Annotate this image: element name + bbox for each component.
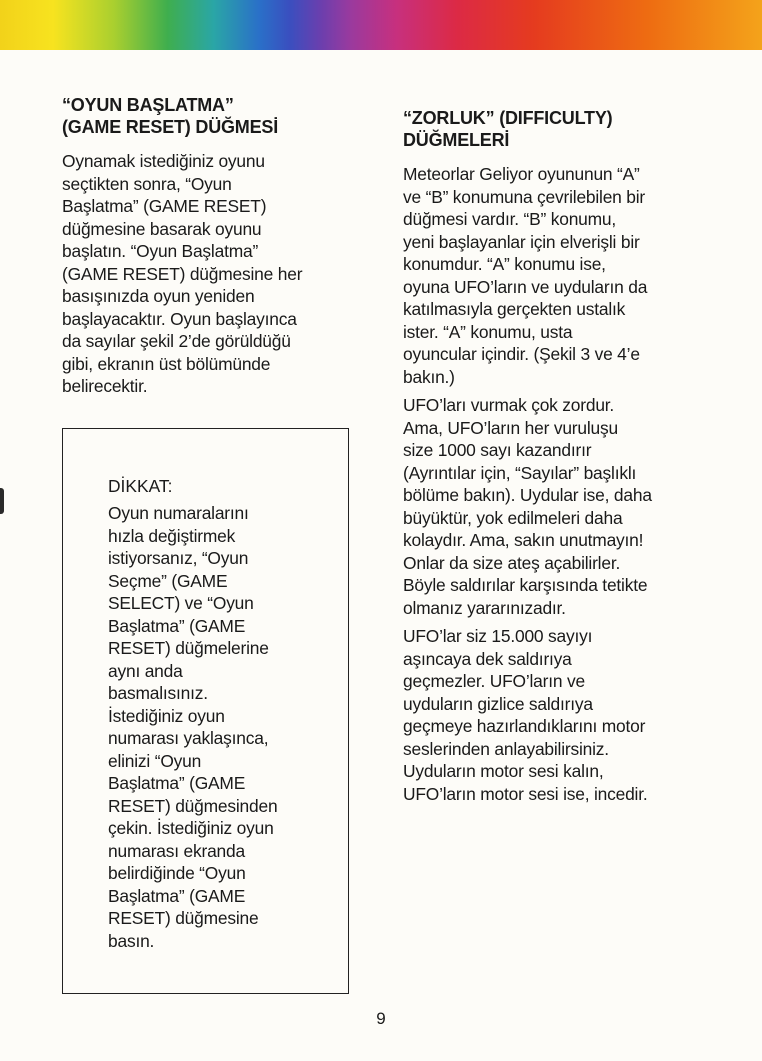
rainbow-header-band [0, 0, 762, 50]
warning-box [62, 428, 349, 994]
game-reset-paragraph: Oynamak istediğiniz oyunu seçtikten sonra, “Oyun Başlatma” (GAME RESET) düğmesine basarak oyunu başlatın. “Oyun Başlatma” (GAME RESET) düğmesine her basışınızda oyun yeniden başlayacaktır. Oyun başlayınca da sayılar şekil 2’de görüldüğü gibi, ekranın üst bölümünde belirecektir. [62, 151, 303, 396]
warning-body: Oyun numaralarını hızla değiştirmek istiyorsanız, “Oyun Seçme” (GAME SELECT) ve “Oyun Başlatma” (GAME RESET) düğmelerine aynı anda basmalısınız. İstediğiniz oyun numarası yaklaşınca, elinizi “Oyun Başlatma” (GAME RESET) düğmesinden çekin. İstediğiniz oyun numarası ekranda belirdiğinde “Oyun Başlatma” (GAME RESET) düğmesine basın. [108, 503, 278, 951]
page-number: 9 [376, 1009, 386, 1028]
game-reset-heading: “OYUN BAŞLATMA” (GAME RESET) DÜĞMESİ [62, 95, 279, 137]
difficulty-heading: “ZORLUK” (DIFFICULTY) DÜĞMELERİ [403, 108, 613, 150]
warning-title: DİKKAT: [108, 476, 173, 496]
difficulty-paragraph-2: UFO’ları vurmak çok zordur. Ama, UFO’ların her vuruluşu size 1000 sayı kazandırır (Ayrıntılar için, “Sayılar” başlıklı bölüme bakın). Uydular ise, daha büyüktür, yok edilmeleri daha kolaydır. Ama, sakın unutmayın! Onlar da size ateş açabilirler. Böyle saldırılar karşısında tetikte olmanız yararınızadır. [403, 395, 652, 618]
difficulty-paragraph-1: Meteorlar Geliyor oyununun “A” ve “B” konumuna çevrilebilen bir düğmesi vardır. “B” konumu, yeni başlayanlar için elverişli bir konumdur. “A” konumu ise, oyuna UFO’ların ve uyduların da katılmasıyla gerçekten ustalık ister. “A” konumu, usta oyuncular içindir. (Şekil 3 ve 4’e bakın.) [403, 164, 648, 387]
left-column [62, 94, 362, 404]
page-edge-mark [0, 488, 4, 514]
difficulty-paragraph-3: UFO’lar siz 15.000 sayıyı aşıncaya dek saldırıya geçmezler. UFO’ların ve uyduların gizlice saldırıya geçmeye hazırlandıklarını motor seslerinden anlayabilirsiniz. Uyduların motor sesi kalın, UFO’ların motor sesi ise, incedir. [403, 626, 648, 804]
right-column [403, 107, 703, 811]
